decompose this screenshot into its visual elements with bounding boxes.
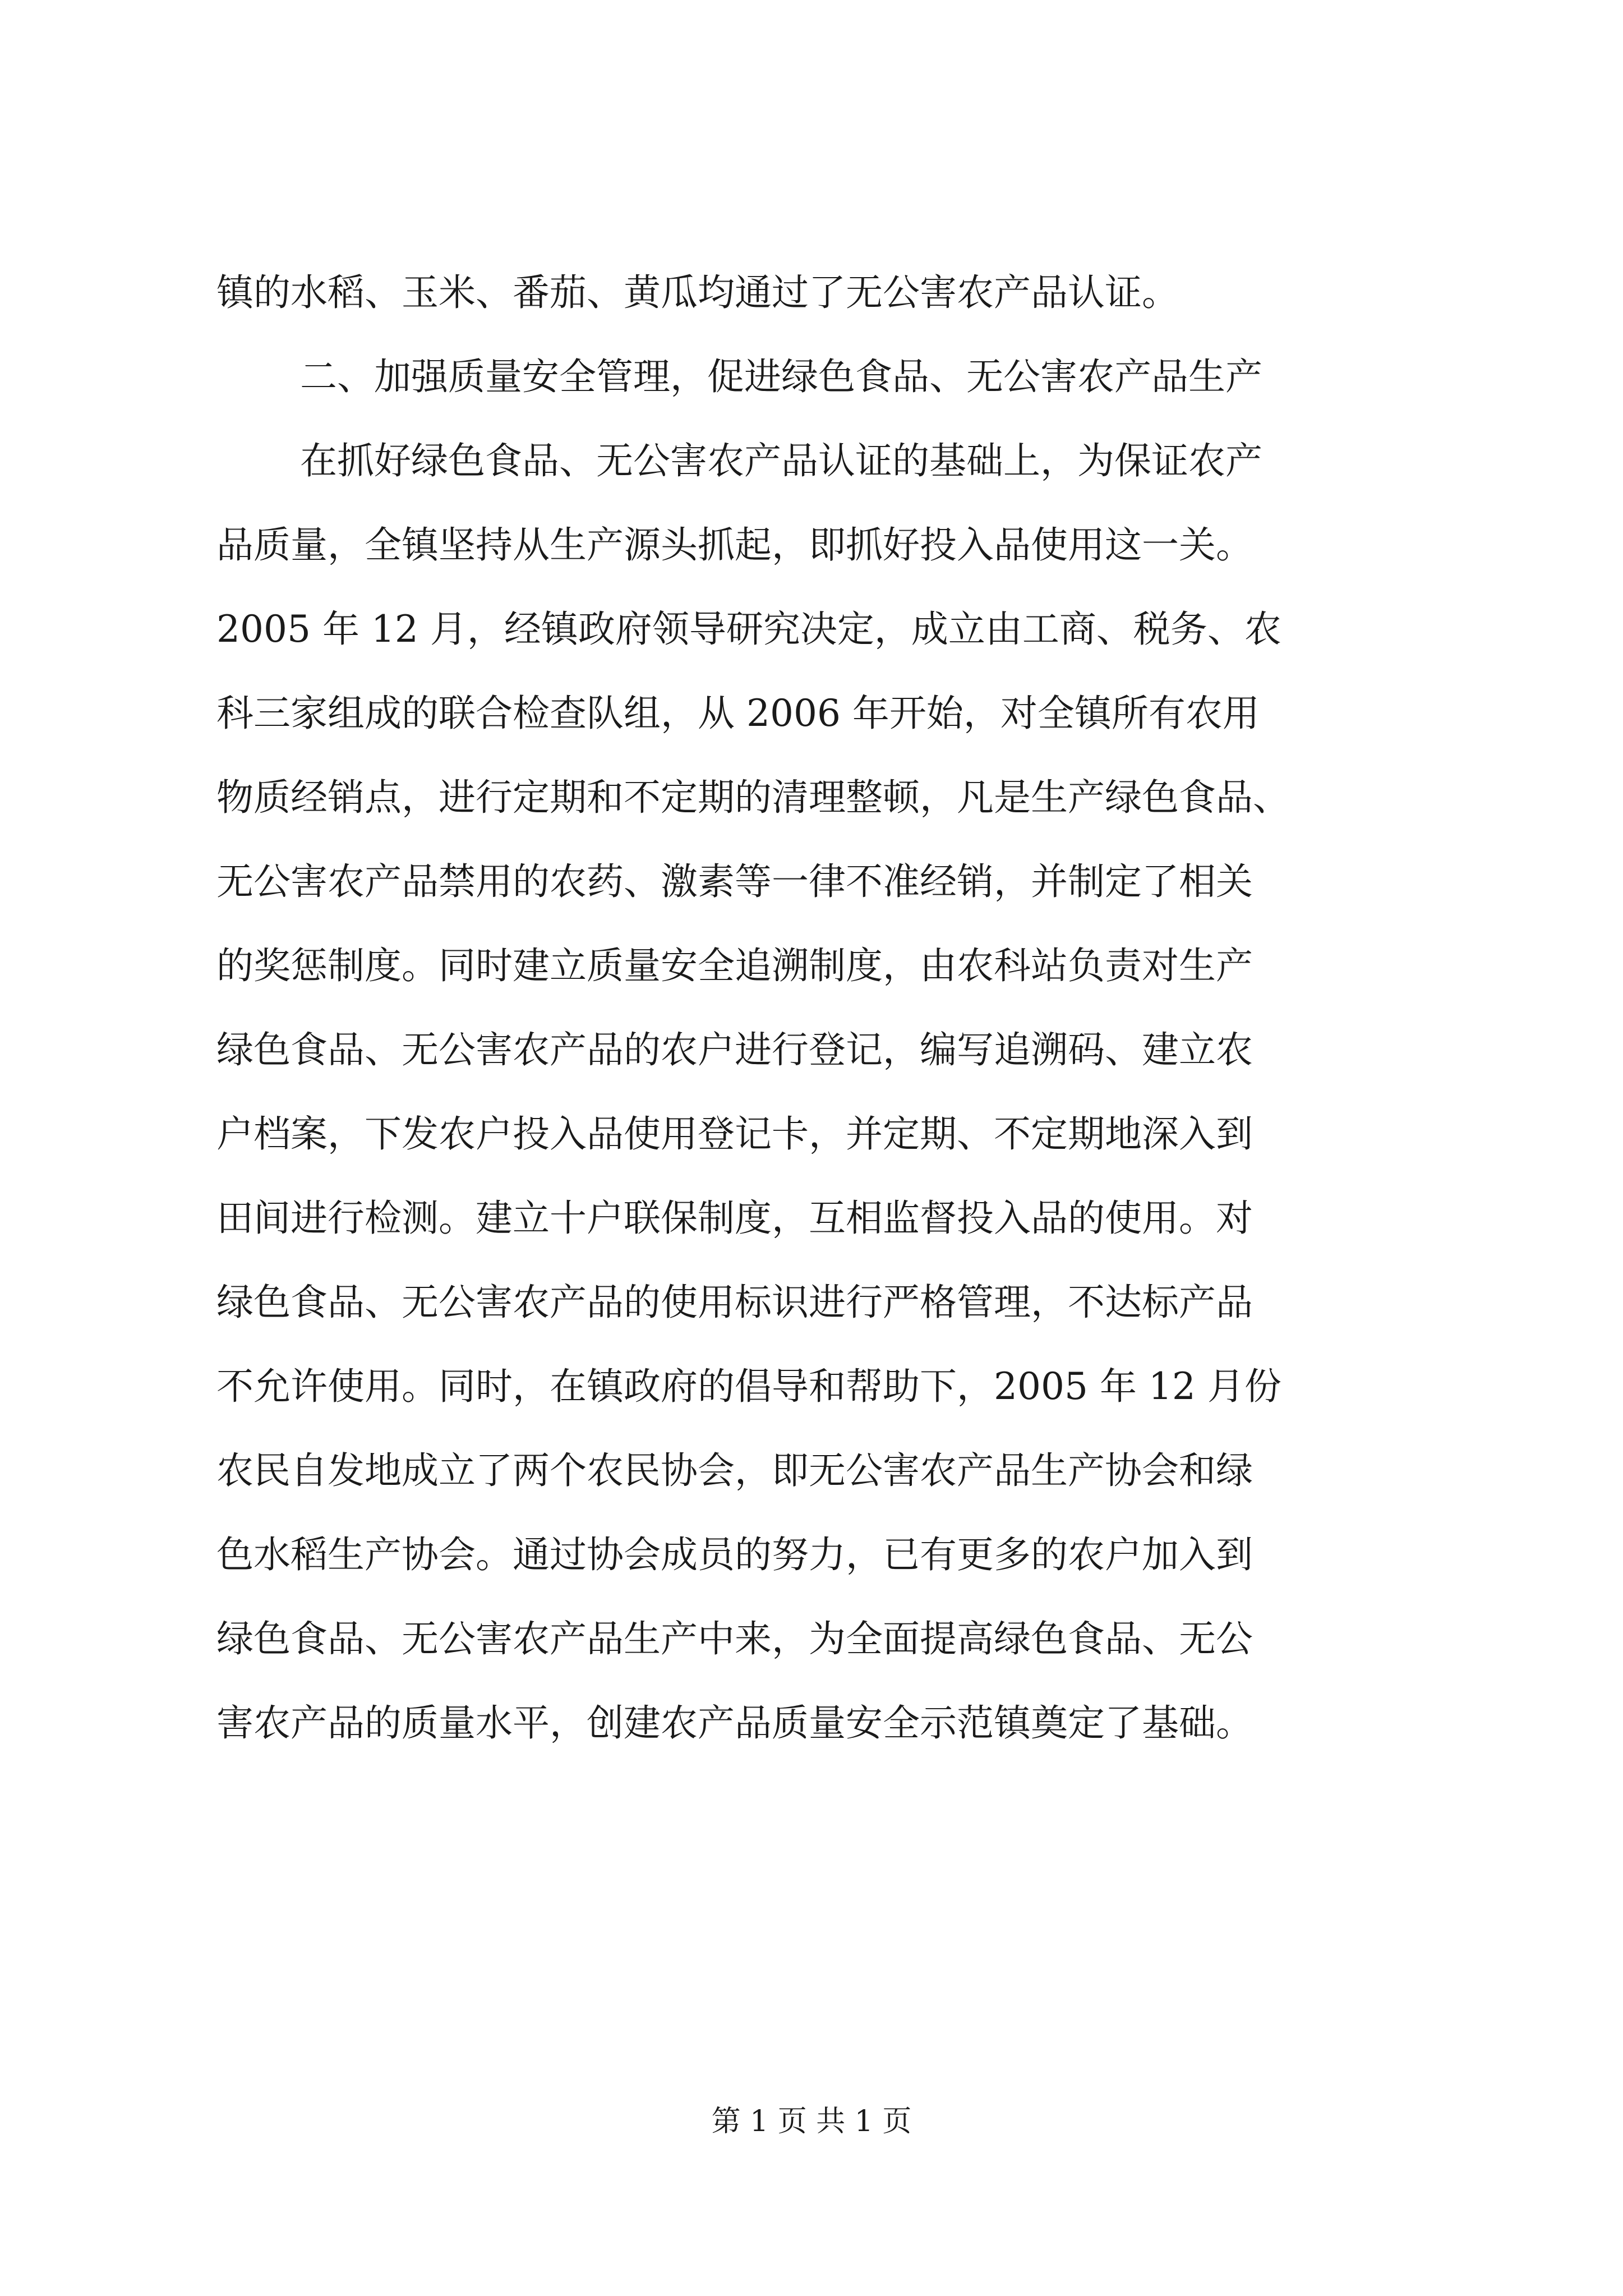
text-line: 2005 年 12 月，经镇政府领导研究决定，成立由工商、税务、农 [216,608,1281,651]
text-line: 的奖惩制度。同时建立质量安全追溯制度，由农科站负责对生产 [216,944,1253,987]
text-line: 绿色食品、无公害农产品的农户进行登记，编写追溯码、建立农 [216,1028,1253,1071]
text-line: 物质经销点，进行定期和不定期的清理整顿，凡是生产绿色食品、 [216,776,1290,819]
text-line: 色水稻生产协会。通过协会成员的努力，已有更多的农户加入到 [216,1533,1253,1576]
text-line: 害农产品的质量水平，创建农产品质量安全示范镇奠定了基础。 [216,1701,1253,1745]
text-line: 不允许使用。同时，在镇政府的倡导和帮助下，2005 年 12 月份 [216,1365,1281,1408]
text-line: 绿色食品、无公害农产品生产中来，为全面提高绿色食品、无公 [216,1617,1253,1660]
text-line: 在抓好绿色食品、无公害农产品认证的基础上，为保证农产 [300,439,1262,482]
text-line: 户档案，下发农户投入品使用登记卡，并定期、不定期地深入到 [216,1112,1253,1156]
text-line: 无公害农产品禁用的农药、激素等一律不准经销，并制定了相关 [216,860,1253,903]
page-number: 第 1 页 共 1 页 [711,2105,912,2138]
page-footer [0,2099,1623,2144]
section-heading: 二、加强质量安全管理，促进绿色食品、无公害农产品生产 [300,355,1262,398]
text-line: 绿色食品、无公害农产品的使用标识进行严格管理，不达标产品 [216,1281,1253,1324]
text-line: 品质量，全镇坚持从生产源头抓起，即抓好投入品使用这一关。 [216,523,1253,567]
text-line: 镇的水稻、玉米、番茄、黄瓜均通过了无公害农产品认证。 [216,271,1179,314]
text-line: 田间进行检测。建立十户联保制度，互相监督投入品的使用。对 [216,1197,1253,1240]
text-line: 农民自发地成立了两个农民协会，即无公害农产品生产协会和绿 [216,1449,1253,1492]
text-line: 科三家组成的联合检查队组，从 2006 年开始，对全镇所有农用 [216,692,1260,735]
